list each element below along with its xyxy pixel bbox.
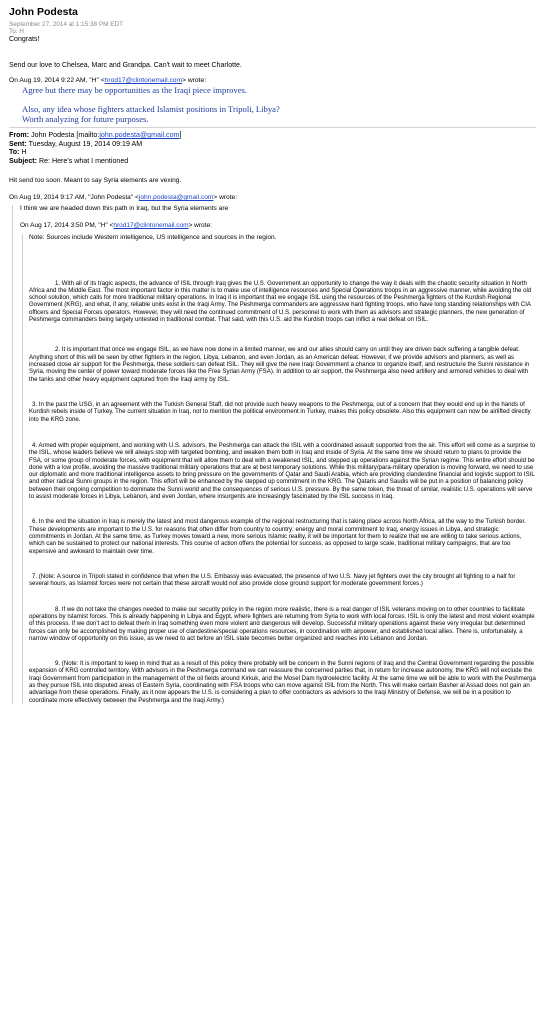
hit-send-text: Hit send too soon. Meant to say Syria elements are vexing. <box>9 177 182 185</box>
forward-from-value: John Podesta [mailto: <box>29 131 100 140</box>
forward-sent-label: Sent: <box>9 139 27 148</box>
recipient-line: To: H <box>9 28 24 36</box>
quoted-block-outer <box>12 205 536 704</box>
email-message <box>9 6 536 704</box>
headed-down-text: I think we are headed down this path in Iraq, but the Syria elements are <box>20 205 229 213</box>
email-link-hrod17[interactable]: hrod17@clintonemail.com <box>104 76 183 84</box>
reply-attribution-1 <box>9 77 536 85</box>
reply-attribution-3-suffix: > wrote: <box>188 221 212 229</box>
forward-to <box>9 148 536 157</box>
quoted-serif-line-1: Agree but there may be opportunities as the Iraqi piece improves. <box>22 84 248 95</box>
forward-from-end: ] <box>179 131 182 140</box>
greeting-text: Congrats! <box>9 35 40 43</box>
forward-subject-label: Subject: <box>9 156 37 165</box>
send-love-text: Send our love to Chelsea, Marc and Grandpa. Can't wait to meet Charlotte. <box>9 62 242 70</box>
paragraph-2: 2. It is important that once we engage ISIL, as we have now done in a limited manner, we and our allies should carry on until they are driven back suffering a tangible defeat. Anything short of this will be seen by other fighters in the region, Libya, Lebanon, and even Jordan, as an American defeat. However, if we provide advisors and planners, as well as increased close air support for the Peshmerga, these soldiers can defeat ISIL. They will give the new Iraqi Government a chance to organize itself, and restructure the Sunni resistance in Syria, moving the center of power toward moderate forces like the Free Syrian Army (FSA). In addition to air support, the Peshmerga also need artillery and armored vehicles to deal with the tanks and other heavy equipment captured from the Iraqi army by ISIL. <box>29 346 530 383</box>
reply-attribution-2-prefix: On Aug 19, 2014 9:17 AM, "John Podesta" < <box>9 194 139 202</box>
reply-attribution-1-suffix: > wrote: <box>182 76 207 84</box>
sent-date: September 27, 2014 at 1:15:38 PM EDT <box>9 20 124 28</box>
reply-attribution-3-prefix: On Aug 17, 2014 3:50 PM, "H" < <box>20 221 114 229</box>
reply-attribution-1-prefix: On Aug 19, 2014 9:22 AM, "H" < <box>9 76 105 84</box>
sources-note: Note: Sources include Western intelligence, US intelligence and sources in the region. <box>29 233 277 241</box>
forward-from <box>9 131 536 140</box>
reply-attribution-3 <box>20 222 536 230</box>
forward-from-label: From: <box>9 131 30 140</box>
forward-sent-value: Tuesday, August 19, 2014 09:19 AM <box>26 139 143 148</box>
paragraph-3: 3. In the past the USG, in an agreement with the Turkish General Staff, did not provide such heavy weapons to the Peshmerga, out of a concern that they would end up in the hands of Kurdish rebels inside of Turkey. The current situation in Iraq, not to mention the political environment in Turkey, makes this policy obsolete. Also this equipment can now be airlifted directly into the KRG zone. <box>29 400 531 423</box>
forward-sent <box>9 140 536 149</box>
paragraph-8: 8. If we do not take the changes needed to make our security policy in the region more realistic, there is a real danger of ISIL veterans moving on to other countries to facilitate operations by Islamist forces. This is already happening in Libya and Egypt, where fighters are returning from Syria to work with local forces. ISIL is only the latest and most violent example of this process. If we don't act to defeat them in Iraq something even more violent and dangerous will develop. Successful military operations against these very irregular but determined forces can only be accomplished by making proper use of clandestine/special operations resources, in coordination with airpower, and established local allies. There is, unfortunately, a narrow window of opportunity on this issue, as we need to act before an ISIL state becomes better organized and reaches into Lebanon and Jordan. <box>29 605 535 642</box>
forward-subject <box>9 157 536 166</box>
forward-to-value: H <box>19 148 27 157</box>
paragraph-6: 6. In the end the situation in Iraq is merely the latest and most dangerous example of the regional restructuring that is taking place across North Africa, all the way to the Turkish border. These developments are important to the U.S. for reasons that often differ from country to country: energy and moral commitment to Iraq, energy issues in Libya, and strategic commitments in Jordan. At the same time, as Turkey moves toward a new, more serious Islamic reality, it will be important for them to realize that we are willing to take serious actions, which can be sustained to protect our national interests. This course of action offers the potential for success, as opposed to large scale, traditional military campaigns, that are too expensive and awkward to maintain over time. <box>29 518 526 555</box>
reply-attribution-2 <box>9 194 536 202</box>
paragraph-9: 9. (Note: It is important to keep in mind that as a result of this policy there probably will be concern in the Sunni regions of Iraq and the Central Government regarding the possible expansion of KRG controlled territory. With advisors in the Peshmerga command we can reassure the concerned parties that, in return for increase autonomy, the KRG will not exclude the Iraqi Government from participation in the management of the oil fields around Kirkuk, and the Mosel Dam hydroelectric facility. At the same time we will be able to work with the Peshmerga as they pursue ISIL into disputed areas of Eastern Syria, coordinating with FSA troops who can move against ISIL from the North. This will make certain Basher al Assad does not gain an advantage from these operations. Finally, as it now appears the U.S. is considering a plan to offer contractors as advisors to the Iraqi Ministry of Defense, we will be in a position to coordinate more effectively between the Peshmerga and the Iraqi Army.) <box>29 660 536 704</box>
email-link-hrod17-2[interactable]: hrod17@clintonemail.com <box>113 221 189 229</box>
sender-name: John Podesta <box>9 6 78 18</box>
reply-attribution-2-suffix: > wrote: <box>213 194 238 202</box>
email-link-podesta[interactable]: john.podesta@gmail.com <box>99 131 180 140</box>
paragraph-4: 4. Armed with proper equipment, and working with U.S. advisors, the Peshmerga can attack the ISIL with a coordinated assault supported from the air. This effort will come as a surprise to the ISIL, whose leaders believe we will always stop with targeted bombing, and weaken them both in Iraq and inside of Syria. At the same time we should return to plans to provide the FSA, or some group of moderate forces, with equipment that will allow them to deal with a weakened ISIL, and stepped up operations against the Syrian regime. This entire effort should be done with a low profile, avoiding the massive traditional military operations that are at best temporary solutions. While this military/para-military operation is moving forward, we need to use our diplomatic and more traditional intelligence assets to bring pressure on the governments of Qatar and Saudi Arabia, which are providing clandestine financial and logistic support to ISIL and other radical Sunni groups in the region. This effort will be enhanced by the stepped up commitment in the KRG. The Qataris and Saudis will be put in a position of balancing policy between their ongoing competition to dominate the Sunni world and the consequences of serious U.S. pressure. By the same token, the threat of similar, realistic U.S. operations will serve to assist moderate forces in Libya, Lebanon, and even Jordan, where insurgents are increasingly fascinated by the ISIL success in Iraq. <box>29 441 536 501</box>
forward-to-label: To: <box>9 148 20 157</box>
paragraph-1: 1. With all of its tragic aspects, the advance of ISIL through Iraq gives the U.S. Government an opportunity to change the way it deals with the chaotic security situation in North Africa and the Middle East. The most important factor in this matter is to make use of intelligence resources and Special Operations troops in an aggressive manner, while avoiding the old school solution, which calls for more traditional military operations. In Iraq it is important that we engage ISIL using the resources of the Peshmerga fighters of the Kurdish Regional Government (KRG), and what, if any, reliable units exist in the Iraqi Army. The Peshmerga commanders are aggressive hard fighting troops, who have long standing relationships with CIA officers and Special Forces operators. However, they will need the continued commitment of U.S. personnel to work with them as advisors and strategic planners, the new generation of Peshmerga commanders being largely untested in traditional combat. That said, with this U.S. aid the Kurdish troops can inflict a real defeat on ISIL. <box>29 279 532 324</box>
quoted-serif-line-2a: Also, any idea whose fighters attacked Islamist positions in Tripoli, Libya? <box>22 103 280 114</box>
forwarded-header <box>9 127 536 165</box>
paragraph-7: 7. (Note: A source in Tripoli stated in confidence that when the U.S. Embassy was evacuated, the presence of two U.S. Navy jet fighters over the city brought all fighting to a halt for several hours, as Islamist forces were not certain that these aircraft would not also provide close ground support for moderate government forces.) <box>29 572 516 588</box>
quoted-serif-line-2b: Worth analyzing for future purposes. <box>22 114 149 125</box>
email-link-podesta-2[interactable]: john.podesta@gmail.com <box>138 194 214 202</box>
quoted-block-inner <box>22 234 536 704</box>
forward-subject-value: Re: Here's what I mentioned <box>36 156 129 165</box>
